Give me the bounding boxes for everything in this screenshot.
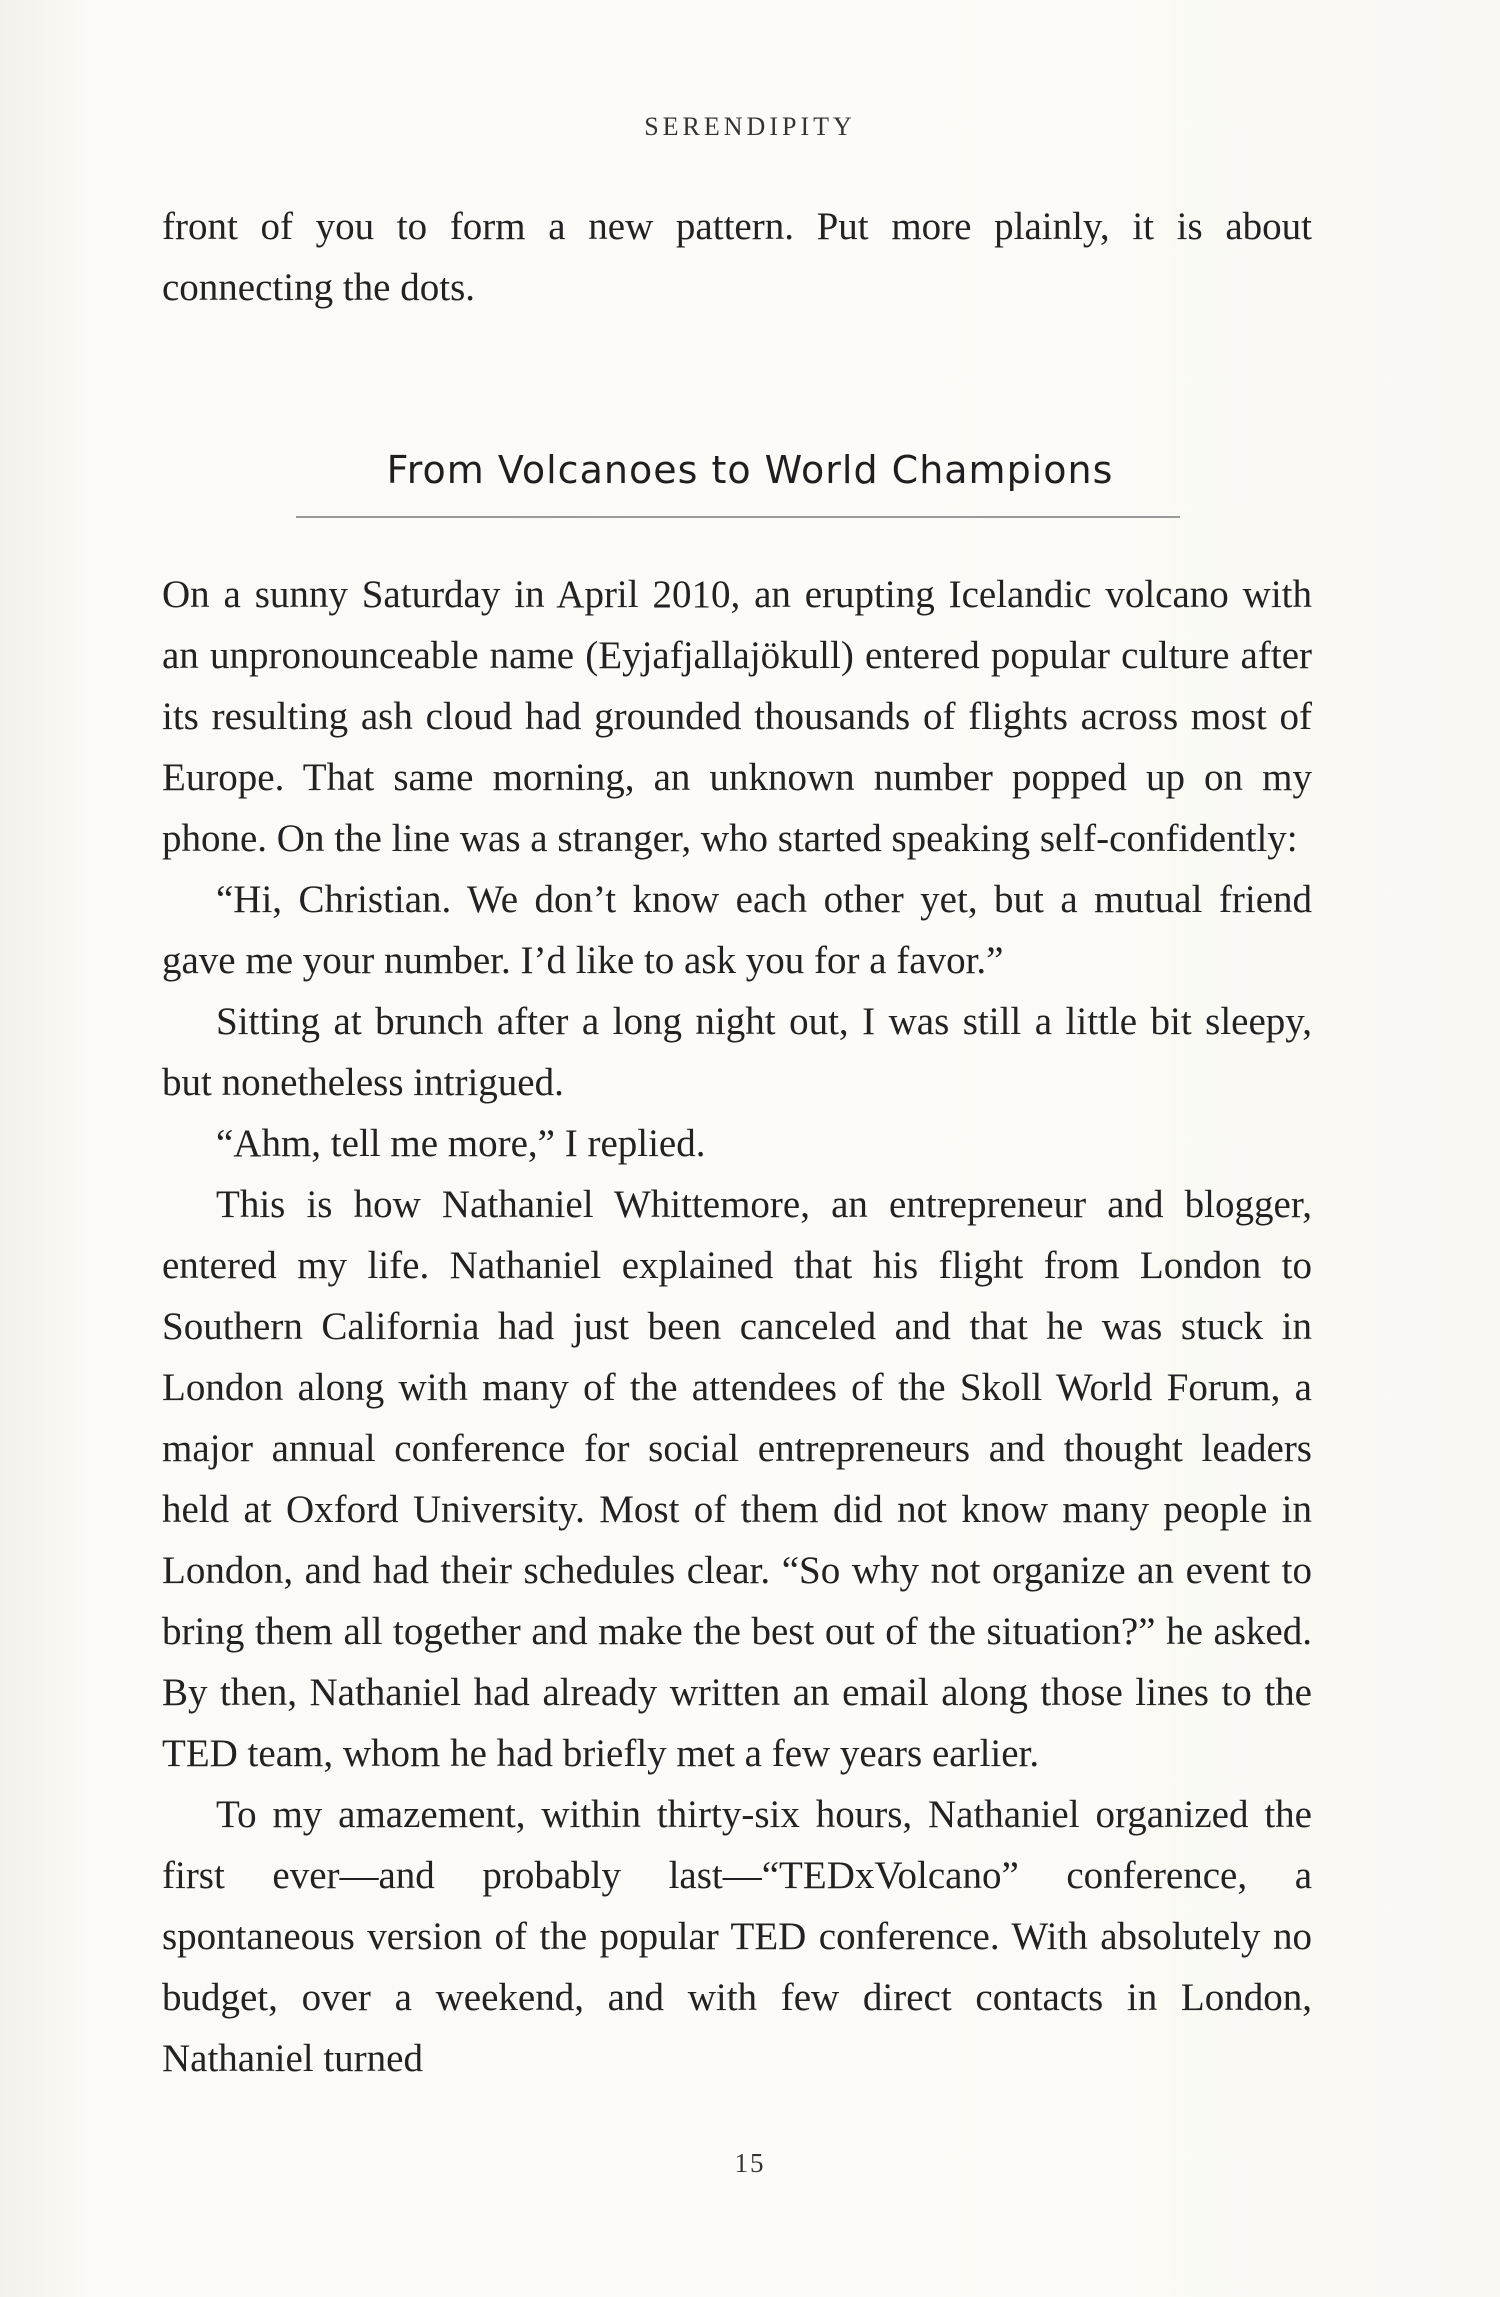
intro-paragraph: front of you to form a new pattern. Put more plainly, it is about connecting the dots.	[162, 205, 1312, 309]
running-head: SERENDIPITY	[644, 112, 856, 141]
paragraph: On a sunny Saturday in April 2010, an erupting Icelandic volcano with an unpronounceable name (Eyjafjallajökull) entered popular culture after its resulting ash cloud had grounded thousands of flights across most of Europe. That same morning, an unknown number popped up on my phone. On the line was a stranger, who started speaking self-confidently:	[162, 573, 1312, 860]
paragraph: This is how Nathaniel Whittemore, an entrepreneur and blogger, entered my life. Nathaniel explained that his flight from London to Southern California had just been canceled and that he was stuck in London along with many of the attendees of the Skoll World Forum, a major annual conference for social entrepreneurs and thought leaders held at Oxford University. Most of them did not know many people in London, and had their schedules clear. “So why not organize an event to bring them all together and make the best out of the situation?” he asked. By then, Nathaniel had already written an email along those lines to the TED team, whom he had briefly met a few years earlier.	[162, 1183, 1312, 1775]
paragraph: Sitting at brunch after a long night out, I was still a little bit sleepy, but nonetheless intrigued.	[162, 1000, 1312, 1104]
paragraph: “Hi, Christian. We don’t know each other yet, but a mutual friend gave me your number. I’d like to ask you for a favor.”	[162, 878, 1312, 982]
heading-rule	[296, 516, 1180, 518]
intro-text	[162, 196, 1312, 318]
paragraph: “Ahm, tell me more,” I replied.	[216, 1122, 706, 1165]
paragraph: To my amazement, within thirty-six hours, Nathaniel organized the first ever—and probably last—“TEDxVolcano” conference, a spontaneous version of the popular TED conference. With absolutely no budget, over a weekend, and with few direct contacts in London, Nathaniel turned	[162, 1793, 1312, 2080]
section-heading: From Volcanoes to World Champions	[386, 448, 1114, 492]
page-number: 15	[734, 2148, 766, 2178]
body-text	[162, 564, 1312, 2089]
